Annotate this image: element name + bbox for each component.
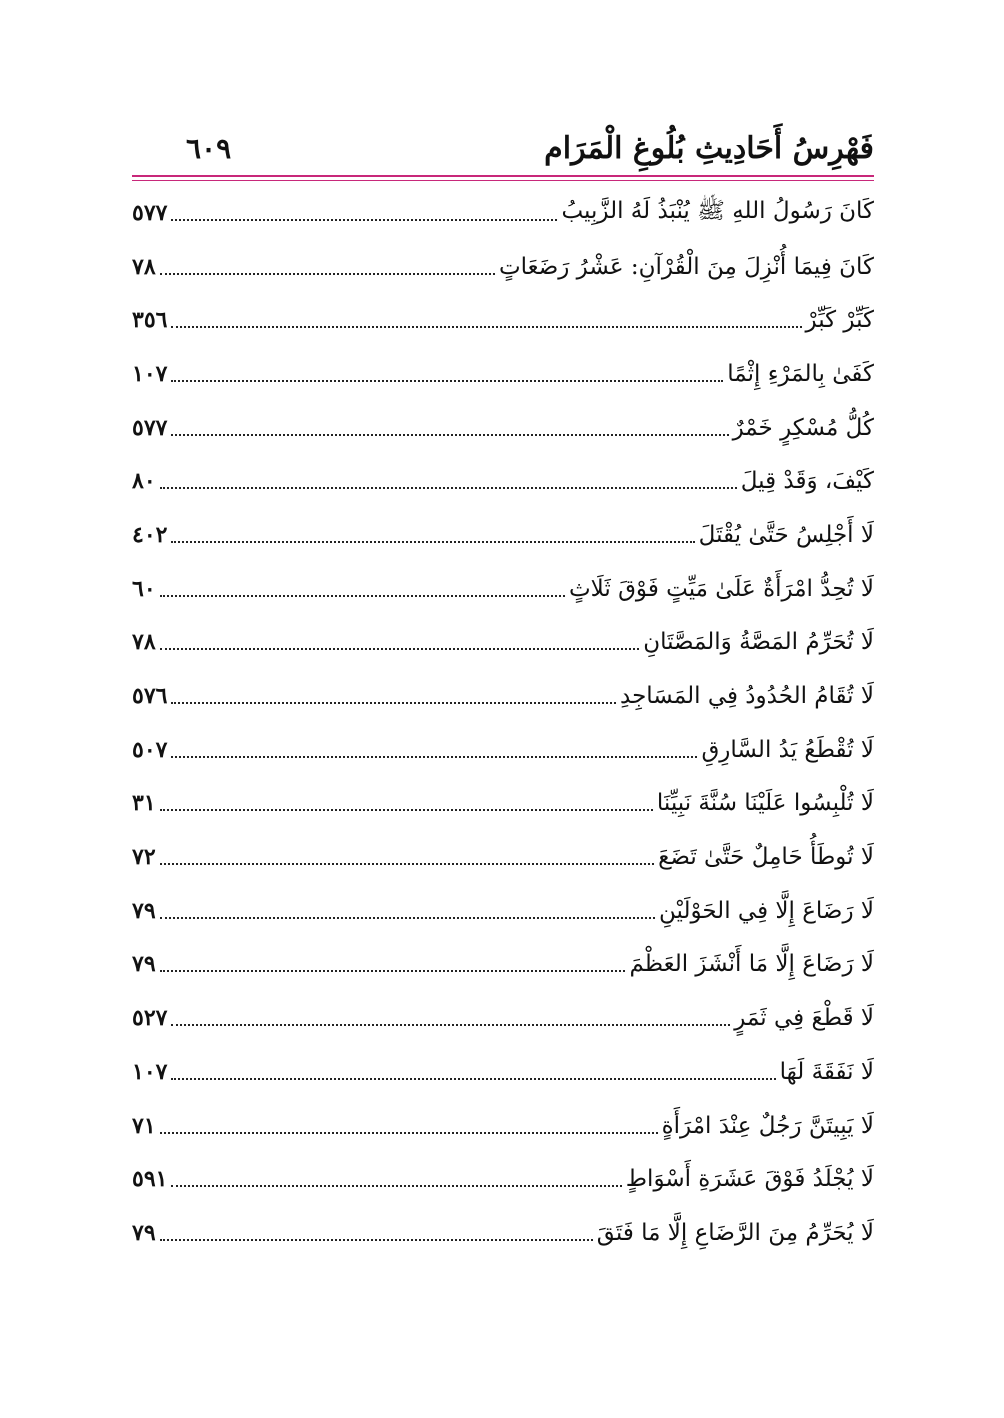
entry-text: لَا نَفَقَةَ لَهَا (779, 1058, 874, 1085)
entry-text: لَا تُوطَأُ حَامِلٌ حَتَّىٰ تَضَعَ (658, 844, 874, 871)
index-entry (132, 508, 874, 562)
entry-page-number: ٧١ (132, 1112, 156, 1139)
entry-text: لَا يَبِيتَنَّ رَجُلٌ عِنْدَ امْرَأَةٍ (661, 1112, 874, 1139)
entry-text: كَيْفَ، وَقَدْ قِيلَ (740, 468, 874, 495)
index-entry (132, 777, 874, 831)
entry-page-number: ١٠٧ (132, 1058, 168, 1085)
dot-leader (171, 326, 801, 328)
dot-leader (171, 1078, 775, 1080)
entry-text: لَا يُحَرِّمُ مِنَ الرَّضَاعِ إِلَّا مَا فَتَقَ (596, 1219, 874, 1246)
entry-page-number: ٥٩١ (132, 1166, 168, 1193)
dot-leader (160, 1239, 593, 1241)
entry-page-number: ٥٠٧ (132, 736, 168, 763)
index-entry (132, 401, 874, 455)
index-entry (132, 562, 874, 616)
entry-page-number: ٧٨ (132, 253, 156, 280)
entry-text: كَانَ فِيمَا أُنْزِلَ مِنَ الْقُرْآنِ: عَشْرُ رَضَعَاتٍ (498, 253, 874, 280)
entry-text: كُلُّ مُسْكِرٍ خَمْرٌ (732, 414, 874, 441)
entry-text: لَا تُقَامُ الحُدُودُ فِي المَسَاجِدِ (620, 683, 874, 710)
dot-leader (171, 1024, 730, 1026)
entry-text: كَفَىٰ بِالمَرْءِ إِثْمًا (727, 360, 874, 387)
index-entry (132, 884, 874, 938)
header-rule-bottom (132, 180, 874, 181)
entry-text: كَانَ رَسُولُ اللهِ ﷺ يُنْبَذُ لَهُ الزَّبِيبُ (561, 197, 874, 224)
dot-leader (160, 595, 565, 597)
index-entry (132, 1099, 874, 1153)
index-entry (132, 830, 874, 884)
entry-text: لَا تُحِدُّ امْرَأَةٌ عَلَىٰ مَيِّتٍ فَوْقَ ثَلَاثٍ (569, 575, 874, 602)
index-entry (132, 240, 874, 294)
index-entry (132, 1206, 874, 1260)
dot-leader (160, 970, 626, 972)
index-entry (132, 347, 874, 401)
entry-page-number: ٧٨ (132, 629, 156, 656)
dot-leader (171, 702, 616, 704)
dot-leader (160, 917, 655, 919)
entry-page-number: ٥٧٦ (132, 683, 168, 710)
entry-page-number: ٥٧٧ (132, 414, 168, 441)
entry-text: لَا تُلْبِسُوا عَلَيْنَا سُنَّةَ نَبِيِّنَا (656, 790, 874, 817)
entry-page-number: ٨٠ (132, 468, 156, 495)
index-entry (132, 723, 874, 777)
hadith-index-list (132, 186, 874, 1260)
dot-leader (160, 273, 495, 275)
index-entry (132, 293, 874, 347)
entry-text: لَا رَضَاعَ إِلَّا فِي الحَوْلَيْنِ (659, 897, 874, 924)
entry-text: لَا قَطْعَ فِي ثَمَرٍ (734, 1005, 874, 1032)
entry-page-number: ٧٩ (132, 1219, 156, 1246)
dot-leader (171, 1185, 621, 1187)
dot-leader (171, 541, 694, 543)
dot-leader (171, 756, 697, 758)
index-entry (132, 616, 874, 670)
entry-page-number: ٥٢٧ (132, 1005, 168, 1032)
dot-leader (171, 219, 557, 221)
entry-page-number: ٦٠ (132, 575, 156, 602)
entry-text: لَا رَضَاعَ إِلَّا مَا أَنْشَزَ العَظْمَ (629, 951, 874, 978)
index-entry (132, 938, 874, 992)
dot-leader (160, 487, 737, 489)
dot-leader (171, 434, 728, 436)
index-entry (132, 991, 874, 1045)
dot-leader (160, 1132, 658, 1134)
entry-page-number: ٣٥٦ (132, 307, 168, 334)
dot-leader (160, 648, 640, 650)
header-rule-top (132, 175, 874, 177)
index-entry (132, 1152, 874, 1206)
index-entry (132, 1045, 874, 1099)
dot-leader (171, 380, 723, 382)
entry-page-number: ٧٩ (132, 897, 156, 924)
entry-page-number: ٥٧٧ (132, 199, 168, 226)
entry-text: لَا يُجْلَدُ فَوْقَ عَشَرَةِ أَسْوَاطٍ (625, 1166, 874, 1193)
index-entry (132, 186, 874, 240)
entry-page-number: ٤٠٢ (132, 521, 168, 548)
entry-text: لَا أَجْلِسُ حَتَّىٰ يُقْتَلَ (698, 521, 874, 548)
index-entry (132, 454, 874, 508)
entry-page-number: ٣١ (132, 790, 156, 817)
page-number: ٦٠٩ (186, 131, 232, 165)
entry-text: لَا تُقْطَعُ يَدُ السَّارِقِ (701, 736, 874, 763)
entry-text: كَبِّرْ كَبِّرْ (805, 307, 874, 334)
entry-text: لَا تُحَرِّمُ المَصَّةُ وَالمَصَّتَانِ (643, 629, 874, 656)
page-title: فَهْرِسُ أَحَادِيثِ بُلُوغِ الْمَرَام (544, 130, 874, 166)
entry-page-number: ٧٢ (132, 844, 156, 871)
dot-leader (160, 863, 655, 865)
entry-page-number: ١٠٧ (132, 360, 168, 387)
entry-page-number: ٧٩ (132, 951, 156, 978)
dot-leader (160, 809, 653, 811)
index-entry (132, 669, 874, 723)
page-header (132, 124, 874, 172)
